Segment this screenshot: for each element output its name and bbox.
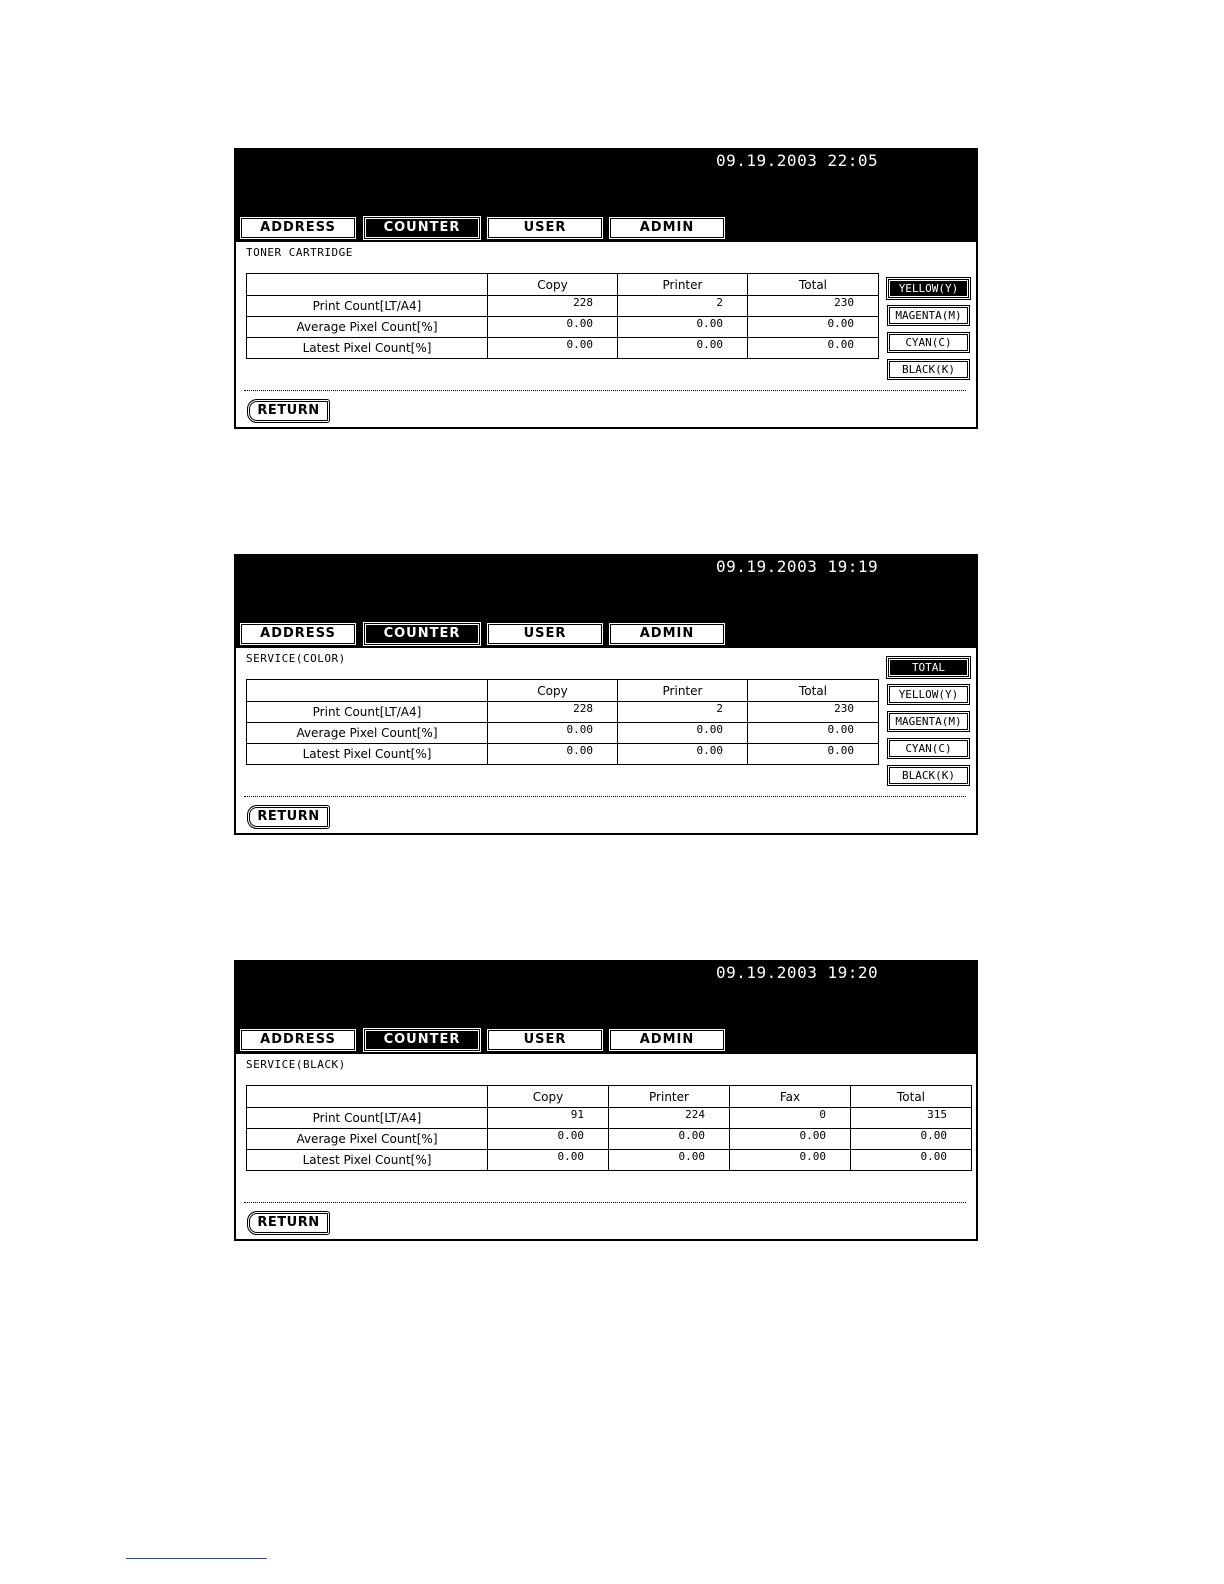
tab-admin[interactable]: ADMIN [608,1028,726,1052]
header-bar [236,150,976,242]
column-header-copy: Copy [488,680,618,702]
cell-copy: 0.00 [488,317,618,338]
cell-printer: 0.00 [618,744,748,765]
screen-service-black [234,960,978,1241]
column-header-total: Total [748,274,879,296]
cell-total: 0.00 [851,1129,972,1150]
counter-table [246,1085,972,1171]
tab-address[interactable]: ADDRESS [239,622,357,646]
row-label: Average Pixel Count[%] [247,1129,488,1150]
header-bar [236,962,976,1054]
cell-fax: 0 [730,1108,851,1129]
counter-table [246,273,879,359]
cell-total: 0.00 [748,338,879,359]
cell-copy: 0.00 [488,1129,609,1150]
divider [244,1202,966,1203]
column-header-total: Total [851,1086,972,1108]
cell-printer: 0.00 [618,317,748,338]
row-label: Average Pixel Count[%] [247,723,488,744]
column-header-total: Total [748,680,879,702]
tab-counter[interactable]: COUNTER [363,622,481,646]
cell-printer: 2 [618,296,748,317]
table-corner [247,274,488,296]
table-row [247,1129,972,1150]
column-header-printer: Printer [609,1086,730,1108]
table-header-row [247,1086,972,1108]
row-label: Average Pixel Count[%] [247,317,488,338]
column-header-copy: Copy [488,274,618,296]
cell-total: 0.00 [748,744,879,765]
yellow-button[interactable]: YELLOW(Y) [887,684,970,705]
divider [244,390,966,391]
cell-copy: 0.00 [488,1150,609,1171]
tab-user[interactable]: USER [486,216,604,240]
row-label: Print Count[LT/A4] [247,296,488,317]
table-row [247,296,879,317]
tab-counter[interactable]: COUNTER [363,216,481,240]
table-header-row [247,680,879,702]
cyan-button[interactable]: CYAN(C) [887,332,970,353]
row-label: Latest Pixel Count[%] [247,338,488,359]
yellow-button[interactable]: YELLOW(Y) [887,278,970,299]
header-bar [236,556,976,648]
footer-link-underline [126,1558,267,1559]
cell-total: 230 [748,296,879,317]
cell-copy: 91 [488,1108,609,1129]
tab-address[interactable]: ADDRESS [239,216,357,240]
column-header-printer: Printer [618,680,748,702]
cell-printer: 0.00 [618,338,748,359]
cell-total: 230 [748,702,879,723]
row-label: Print Count[LT/A4] [247,702,488,723]
column-header-copy: Copy [488,1086,609,1108]
panel-title: SERVICE(COLOR) [246,652,346,665]
cell-total: 0.00 [748,317,879,338]
cell-copy: 0.00 [488,338,618,359]
cell-printer: 2 [618,702,748,723]
table-row [247,1108,972,1129]
cell-copy: 0.00 [488,744,618,765]
cell-printer: 224 [609,1108,730,1129]
black-button[interactable]: BLACK(K) [887,359,970,380]
datetime: 09.19.2003 19:19 [716,557,879,576]
table-row [247,702,879,723]
row-label: Latest Pixel Count[%] [247,744,488,765]
table-row [247,1150,972,1171]
datetime: 09.19.2003 22:05 [716,151,879,170]
screen-toner-cartridge [234,148,978,429]
black-button[interactable]: BLACK(K) [887,765,970,786]
row-label: Latest Pixel Count[%] [247,1150,488,1171]
column-header-printer: Printer [618,274,748,296]
cell-copy: 228 [488,702,618,723]
tab-user[interactable]: USER [486,1028,604,1052]
total-button[interactable]: TOTAL [887,657,970,678]
panel-title: SERVICE(BLACK) [246,1058,346,1071]
return-button[interactable]: RETURN [247,805,330,829]
screen-service-color [234,554,978,835]
tab-address[interactable]: ADDRESS [239,1028,357,1052]
table-row [247,338,879,359]
cell-printer: 0.00 [609,1150,730,1171]
divider [244,796,966,797]
magenta-button[interactable]: MAGENTA(M) [887,711,970,732]
cell-fax: 0.00 [730,1150,851,1171]
tab-user[interactable]: USER [486,622,604,646]
cell-printer: 0.00 [609,1129,730,1150]
return-button[interactable]: RETURN [247,399,330,423]
table-corner [247,680,488,702]
table-header-row [247,274,879,296]
cell-total: 0.00 [851,1150,972,1171]
cell-printer: 0.00 [618,723,748,744]
table-row [247,317,879,338]
cell-copy: 0.00 [488,723,618,744]
column-header-fax: Fax [730,1086,851,1108]
table-corner [247,1086,488,1108]
cell-total: 315 [851,1108,972,1129]
table-row [247,744,879,765]
return-button[interactable]: RETURN [247,1211,330,1235]
cell-total: 0.00 [748,723,879,744]
table-row [247,723,879,744]
tab-admin[interactable]: ADMIN [608,216,726,240]
datetime: 09.19.2003 19:20 [716,963,879,982]
magenta-button[interactable]: MAGENTA(M) [887,305,970,326]
cell-copy: 228 [488,296,618,317]
row-label: Print Count[LT/A4] [247,1108,488,1129]
counter-table [246,679,879,765]
panel-title: TONER CARTRIDGE [246,246,353,259]
cyan-button[interactable]: CYAN(C) [887,738,970,759]
cell-fax: 0.00 [730,1129,851,1150]
tab-counter[interactable]: COUNTER [363,1028,481,1052]
tab-admin[interactable]: ADMIN [608,622,726,646]
